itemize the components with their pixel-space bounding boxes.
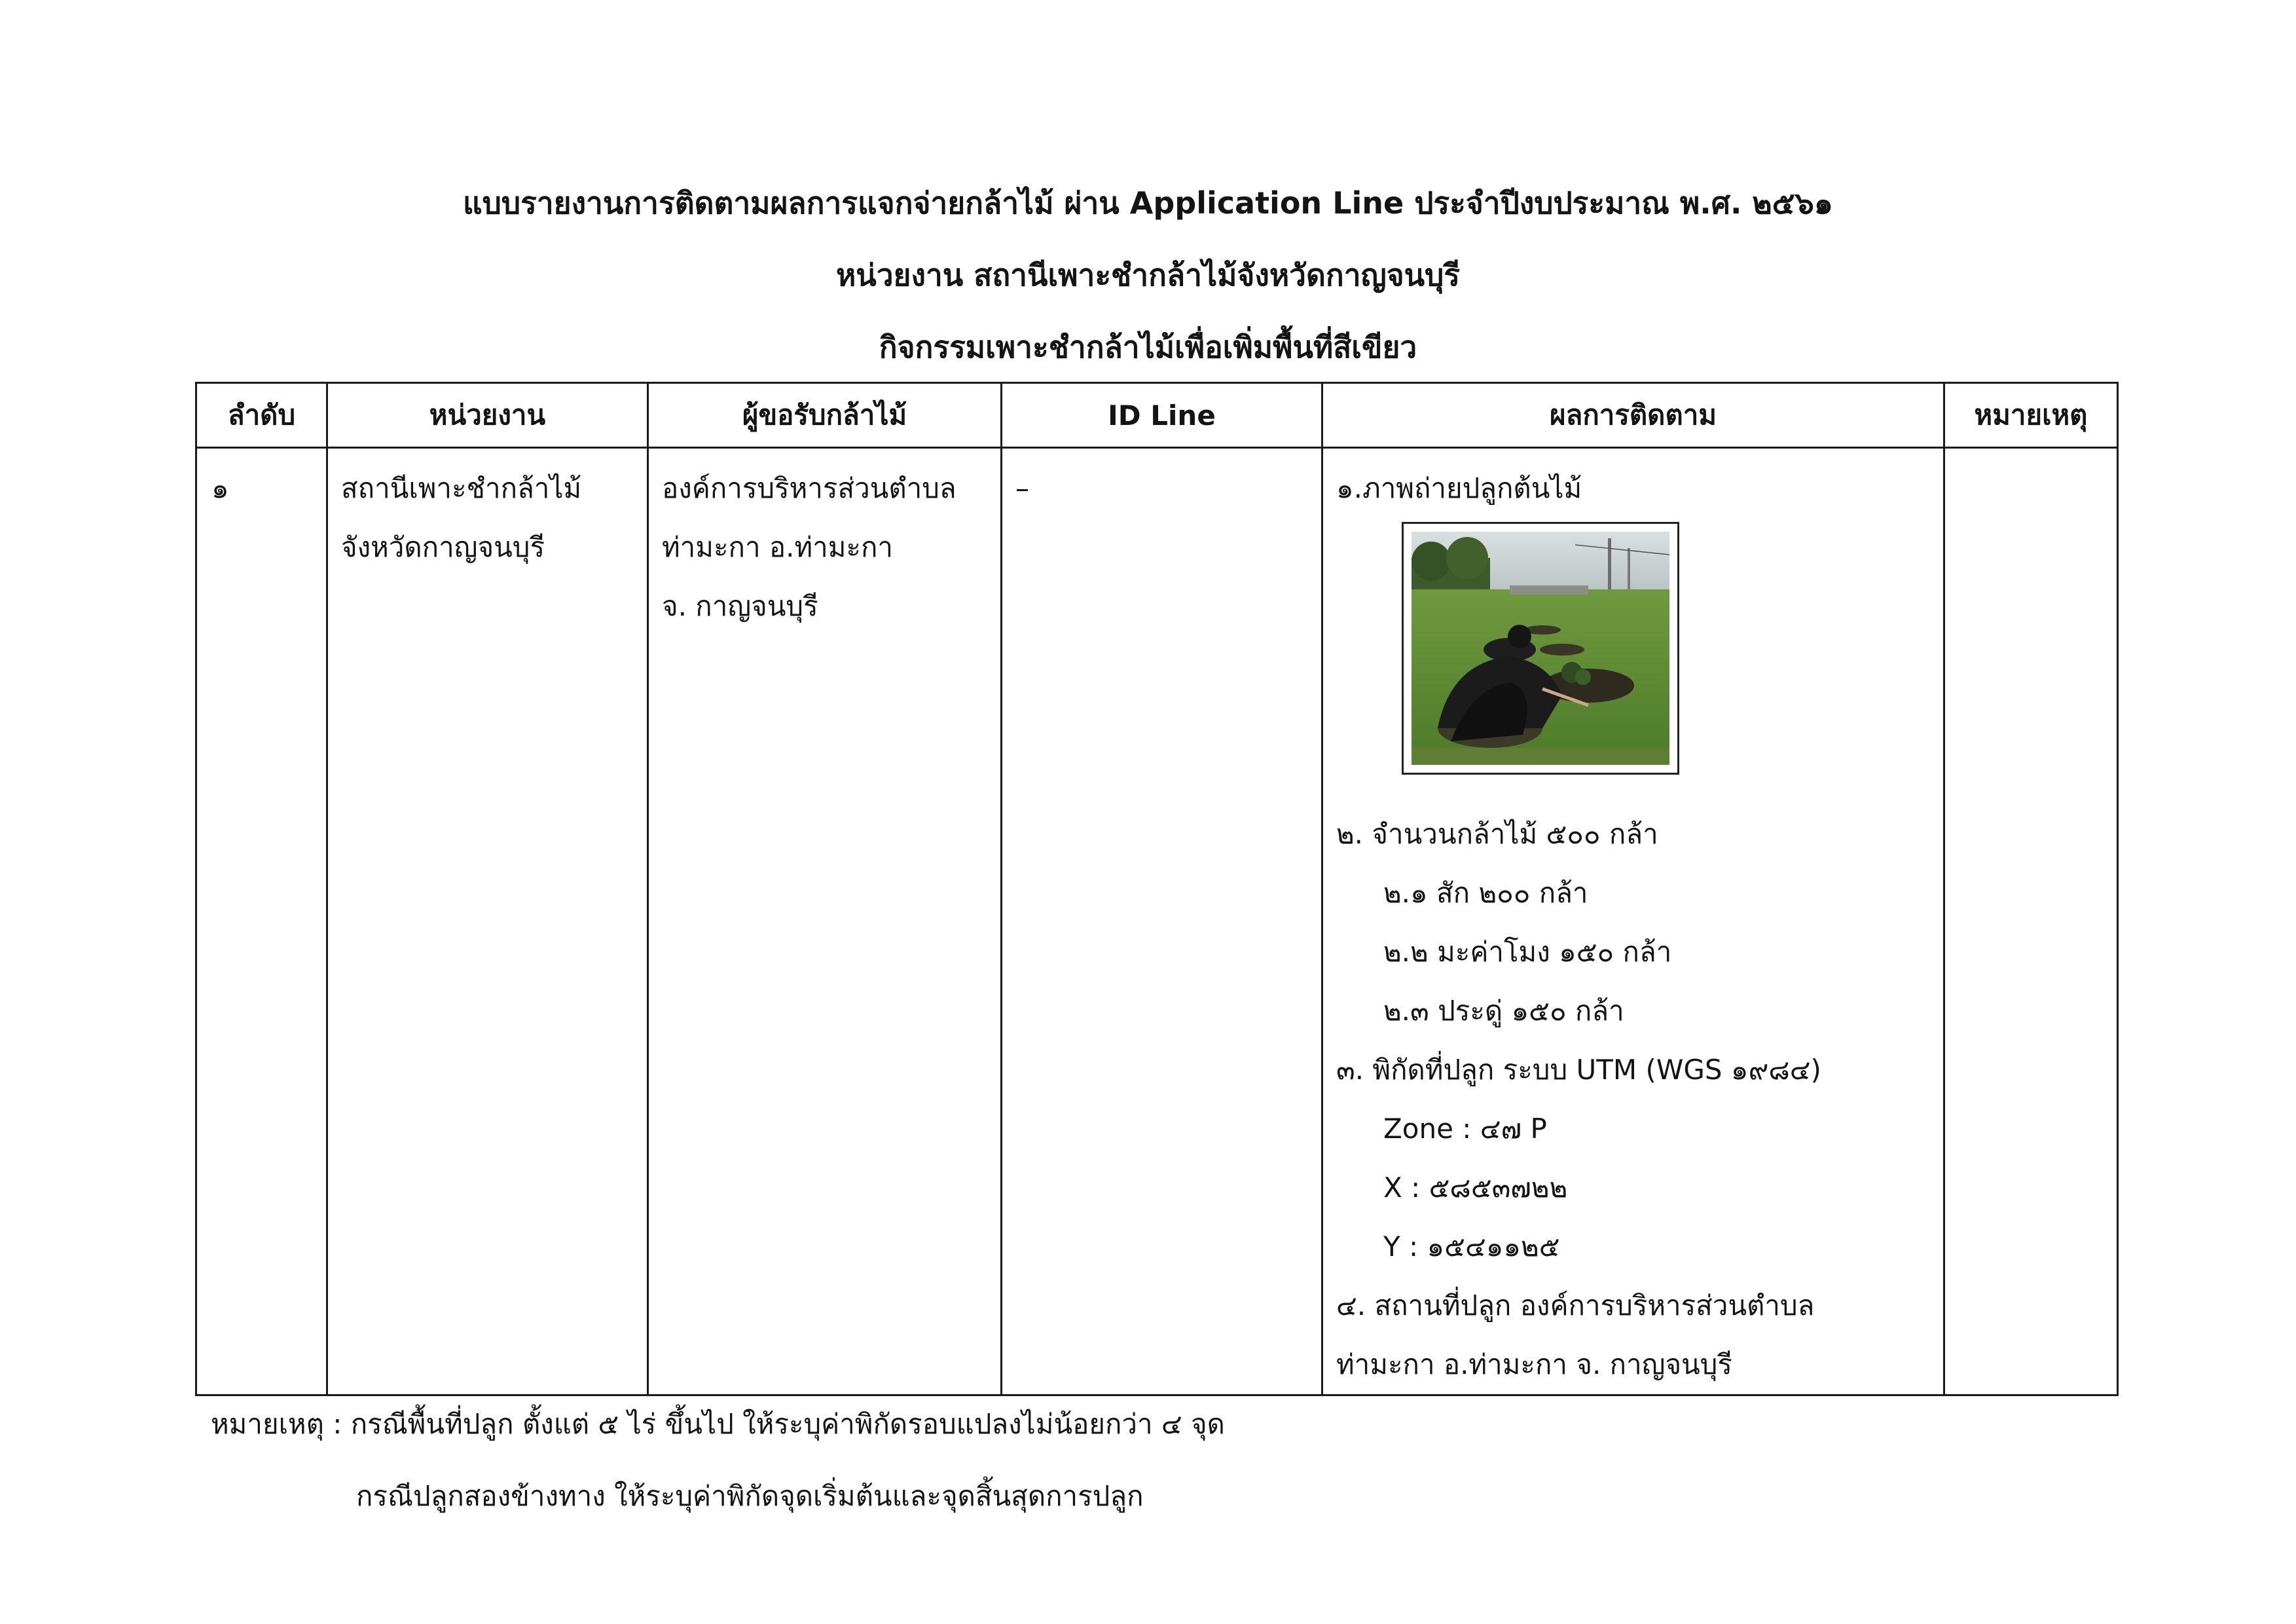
cell-seq: [196, 448, 327, 1395]
tree-planting-photo: [1402, 522, 1679, 775]
col-header-result: ผลการติดตาม: [1322, 383, 1944, 448]
utm-x: X : ๕๘๕๓๗๒๒: [1383, 1172, 1568, 1204]
footnote-line-1: หมายเหตุ : กรณีพื้นที่ปลูก ตั้งแต่ ๕ ไร่ ขึ้นไป ให้ระบุค่าพิกัดรอบแปลงไม่น้อยกว่า ๔ จุด: [211, 1408, 1225, 1440]
col-header-agency: หน่วยงาน: [327, 383, 648, 448]
remark-value: [1958, 459, 2104, 518]
cell-id-line: [1002, 448, 1322, 1395]
report-title: แบบรายงานการติดตามผลการแจกจ่ายกล้าไม้ ผ่าน Application Line ประจำปีงบประมาณ พ.ศ. ๒๕๖๑: [463, 185, 1833, 221]
col-header-remark: หมายเหตุ: [1944, 383, 2118, 448]
table-header-row: [196, 383, 2118, 448]
requester-line-3: จ. กาญจนบุรี: [662, 590, 818, 622]
requester-line-1: องค์การบริหารส่วนตำบล: [662, 472, 957, 504]
col-header-requester: ผู้ขอรับกล้าไม้: [648, 383, 1002, 448]
coordinates-title: ๓. พิกัดที่ปลูก ระบบ UTM (WGS ๑๙๘๔): [1336, 1054, 1821, 1086]
species-pradu: ๒.๓ ประดู่ ๑๕๐ กล้า: [1383, 995, 1624, 1027]
planting-location-line-1: ๔. สถานที่ปลูก องค์การบริหารส่วนตำบล: [1336, 1289, 1815, 1321]
cell-remark: [1944, 448, 2118, 1395]
utm-zone: Zone : ๔๗ P: [1383, 1113, 1547, 1145]
utm-y: Y : ๑๕๔๑๑๒๕: [1383, 1230, 1560, 1263]
agency-line-1: สถานีเพาะชำกล้าไม้: [341, 472, 582, 504]
footnote-line-2: กรณีปลูกสองข้างทาง ให้ระบุค่าพิกัดจุดเริ่มต้นและจุดสิ้นสุดการปลูก: [356, 1480, 1144, 1512]
report-table: [195, 382, 2119, 1396]
species-teak: ๒.๑ สัก ๒๐๐ กล้า: [1383, 877, 1588, 909]
photo-caption: ๑.ภาพถ่ายปลูกต้นไม้: [1336, 472, 1582, 504]
agency-title: หน่วยงาน สถานีเพาะชำกล้าไม้จังหวัดกาญจนบุรี: [835, 257, 1461, 293]
footnotes: [211, 1388, 1225, 1532]
cell-result: [1322, 448, 1944, 1395]
id-line-value: –: [1015, 472, 1029, 504]
document-header: [0, 167, 2296, 383]
col-header-seq: ลำดับ: [196, 383, 327, 448]
requester-line-2: ท่ามะกา อ.ท่ามะกา: [662, 531, 893, 563]
col-header-id-line: ID Line: [1002, 383, 1322, 448]
cell-agency: [327, 448, 648, 1395]
seedlings-total: ๒. จำนวนกล้าไม้ ๕๐๐ กล้า: [1336, 818, 1658, 850]
seq-value: ๑: [211, 472, 229, 504]
agency-line-2: จังหวัดกาญจนบุรี: [341, 531, 545, 563]
table-row: [196, 448, 2118, 1395]
activity-title: กิจกรรมเพาะชำกล้าไม้เพื่อเพิ่มพื้นที่สีเขียว: [879, 329, 1417, 365]
species-makha-mong: ๒.๒ มะค่าโมง ๑๕๐ กล้า: [1383, 936, 1672, 968]
cell-requester: [648, 448, 1002, 1395]
tree-planting-photo-image: [1412, 532, 1669, 765]
planting-location-line-2: ท่ามะกา อ.ท่ามะกา จ. กาญจนบุรี: [1336, 1348, 1732, 1380]
